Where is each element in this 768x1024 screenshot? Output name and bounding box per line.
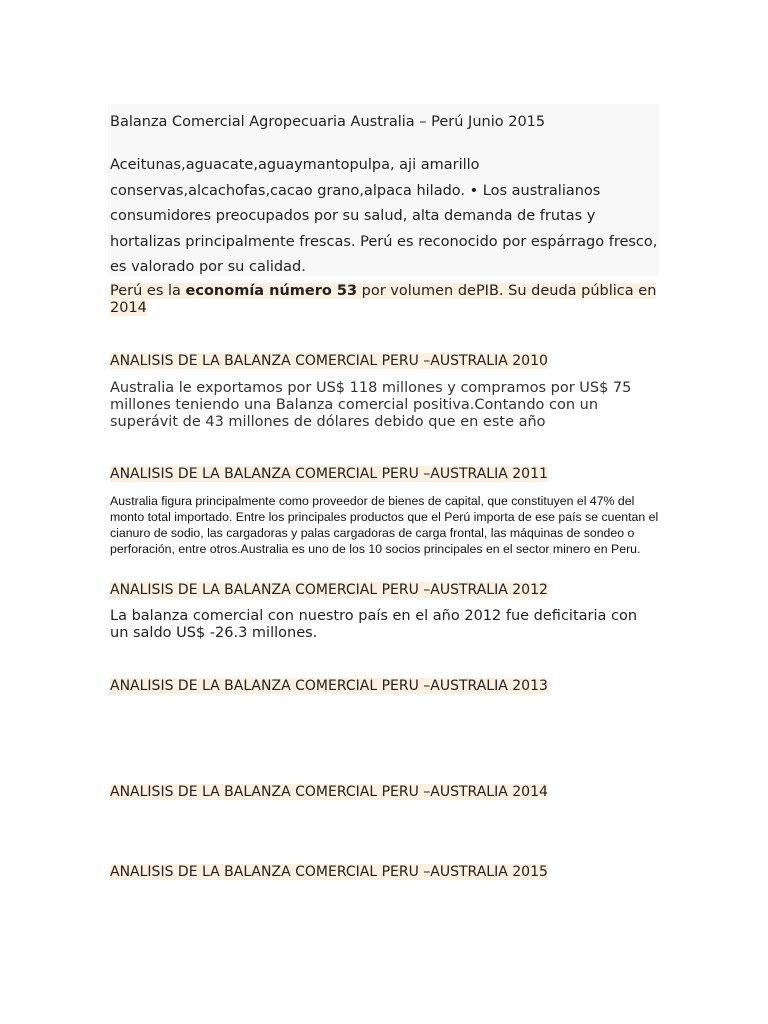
section-heading-text: ANALISIS DE LA BALANZA COMERCIAL PERU –AUSTRALIA 2013 [110,678,548,694]
section-body-2010: Australia le exportamos por US$ 118 millones y compramos por US$ 75 millones teniendo una Balanza comercial positiva.Contando con un superávit de 43 millones de dólares debido que en este año [110,380,632,430]
section-heading-text: ANALISIS DE LA BALANZA COMERCIAL PERU –AUSTRALIA 2011 [110,466,548,482]
section-heading-text: ANALISIS DE LA BALANZA COMERCIAL PERU –AUSTRALIA 2010 [110,353,548,369]
section-body-2012: La balanza comercial con nuestro país en el año 2012 fue deficitaria con un saldo US$ -26.3 millones. [110,608,638,641]
section-heading-text: ANALISIS DE LA BALANZA COMERCIAL PERU –AUSTRALIA 2012 [110,582,548,598]
section-heading-2011 [110,466,548,483]
peru-line-bold: economía número 53 [185,283,358,299]
section-heading-2012 [110,582,548,599]
section-heading-2013 [110,678,548,695]
section-heading-2014 [110,784,548,801]
section-heading-text: ANALISIS DE LA BALANZA COMERCIAL PERU –AUSTRALIA 2014 [110,784,548,800]
section-heading-2010 [110,353,548,370]
peru-line-before: Perú es la [110,283,186,299]
peru-economy-line [110,283,658,317]
section-heading-2015 [110,864,548,881]
section-body-2011: Australia figura principalmente como proveedor de bienes de capital, que constituyen el 47% del monto total importado. Entre los principales productos que el Perú importa de ese país se cuentan el cianuro de sodio, las cargadoras y palas cargadoras de carga frontal, las máquinas de sondeo o perforación, entre otros.Australia es uno de los 10 socios principales en el sector minero en Peru. [110,494,659,556]
peru-line-after: por volumen dePIB. Su deuda pública en 2014 [110,283,657,316]
intro-paragraph: Aceitunas,aguacate,aguaymantopulpa, aji amarillo conservas,alcachofas,cacao grano,alpaca hilado. • Los australianos consumidores preocupados por su salud, alta demanda de frutas y hortalizas principalmente frescas. Perú es reconocido por espárrago fresco, es valorado por su calidad. [110,157,658,275]
document-title: Balanza Comercial Agropecuaria Australia – Perú Junio 2015 [110,114,546,130]
section-heading-text: ANALISIS DE LA BALANZA COMERCIAL PERU –AUSTRALIA 2015 [110,864,548,880]
